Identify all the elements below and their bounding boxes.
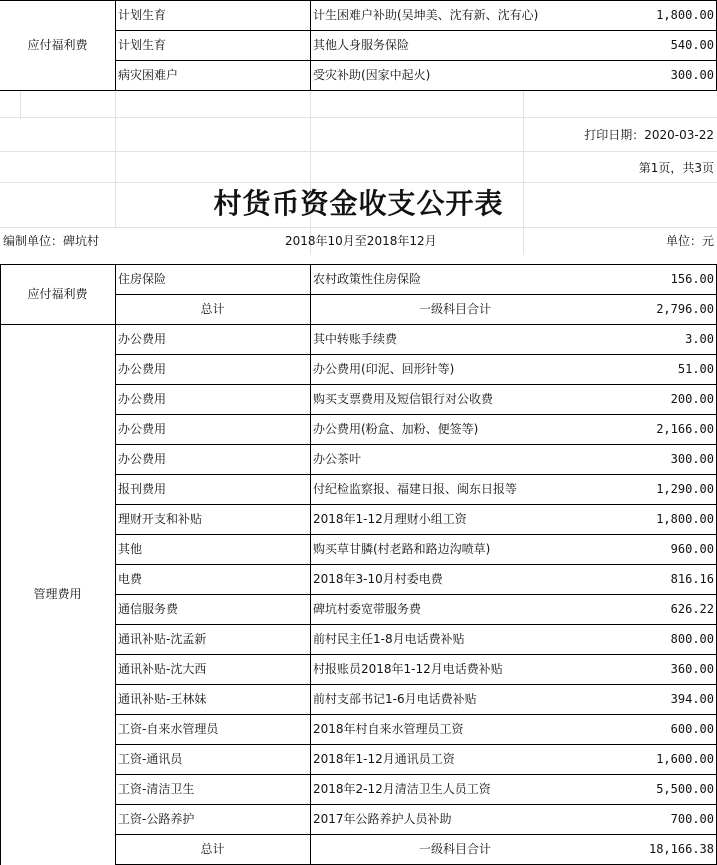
subject-cell: 其他 — [118, 542, 143, 556]
detail-cell: 碑坑村委宽带服务费 — [313, 602, 422, 616]
total-amount: 2,796.00 — [656, 302, 714, 316]
detail-cell: 购买支票费用及短信银行对公收费 — [313, 392, 494, 406]
amount-cell: 3.00 — [685, 332, 714, 346]
total-amount: 18,166.38 — [648, 842, 714, 856]
detail-cell: 受灾补助(因家中起火) — [313, 68, 431, 82]
group-label-welfare-top: 应付福利费 — [27, 38, 88, 52]
amount-cell: 2,166.00 — [656, 422, 714, 436]
detail-cell: 2018年村自来水管理员工资 — [313, 722, 464, 736]
amount-cell: 300.00 — [670, 452, 714, 466]
detail-cell: 村报账员2018年1-12月电话费补贴 — [313, 662, 503, 676]
detail-cell: 2018年1-12月通讯员工资 — [313, 752, 455, 766]
subject-cell: 计划生育 — [118, 8, 167, 22]
subject-cell: 电费 — [118, 572, 143, 586]
detail-cell: 购买草甘膦(村老路和路边沟喷草) — [313, 542, 491, 556]
subject-cell: 工资-通讯员 — [118, 752, 183, 766]
amount-cell: 1,290.00 — [656, 482, 714, 496]
detail-cell: 2017年公路养护人员补助 — [313, 812, 452, 826]
detail-cell: 办公费用(印泥、回形针等) — [313, 362, 455, 376]
detail-cell: 其中转账手续费 — [313, 332, 398, 346]
detail-cell: 办公茶叶 — [313, 452, 362, 466]
detail-cell: 计生困难户补助(吴坤美、沈有新、沈有心) — [313, 8, 539, 22]
amount-cell: 360.00 — [670, 662, 714, 676]
amount-cell: 1,800.00 — [656, 512, 714, 526]
amount-cell: 1,800.00 — [656, 8, 714, 22]
subject-cell: 办公费用 — [118, 452, 167, 466]
amount-cell: 394.00 — [670, 692, 714, 706]
amount-cell: 800.00 — [670, 632, 714, 646]
amount-cell: 540.00 — [670, 38, 714, 52]
amount-cell: 200.00 — [670, 392, 714, 406]
compiling-unit: 编制单位：碑坑村 — [3, 234, 100, 248]
amount-cell: 700.00 — [670, 812, 714, 826]
subject-cell: 办公费用 — [118, 332, 167, 346]
detail-cell: 2018年1-12月理财小组工资 — [313, 512, 467, 526]
detail-cell: 其他人身服务保险 — [313, 38, 410, 52]
amount-cell: 5,500.00 — [656, 782, 714, 796]
total-detail: 一级科目合计 — [418, 842, 491, 856]
page-title: 村货币资金收支公开表 — [213, 187, 504, 220]
page-info: 第1页，共3页 — [638, 161, 714, 175]
amount-cell: 626.22 — [670, 602, 714, 616]
detail-cell: 前村民主任1-8月电话费补贴 — [313, 632, 465, 646]
gridline — [20, 91, 21, 119]
subject-cell: 住房保险 — [118, 272, 167, 286]
detail-cell: 2018年3-10月村委电费 — [313, 572, 443, 586]
subject-cell: 办公费用 — [118, 422, 167, 436]
amount-cell: 600.00 — [670, 722, 714, 736]
subject-cell: 通讯补贴-王林妹 — [118, 692, 207, 706]
amount-cell: 300.00 — [670, 68, 714, 82]
amount-cell: 156.00 — [670, 272, 714, 286]
amount-cell: 816.16 — [670, 572, 714, 586]
detail-cell: 前村支部书记1-6月电话费补贴 — [313, 692, 477, 706]
subject-cell: 通讯补贴-沈大西 — [118, 662, 207, 676]
gridline — [523, 227, 524, 255]
subject-cell: 通信服务费 — [118, 602, 179, 616]
subject-cell: 工资-公路养护 — [118, 812, 195, 826]
total-detail: 一级科目合计 — [418, 302, 491, 316]
total-label: 总计 — [200, 302, 225, 316]
total-label: 总计 — [200, 842, 225, 856]
reporting-period: 2018年10月至2018年12月 — [285, 234, 437, 248]
amount-cell: 51.00 — [677, 362, 714, 376]
gridline — [0, 151, 717, 152]
subject-cell: 办公费用 — [118, 392, 167, 406]
subject-cell: 计划生育 — [118, 38, 167, 52]
subject-cell: 通讯补贴-沈孟新 — [118, 632, 207, 646]
currency-unit: 单位：元 — [665, 234, 714, 248]
subject-cell: 工资-自来水管理员 — [118, 722, 219, 736]
amount-cell: 960.00 — [670, 542, 714, 556]
gridline — [0, 227, 717, 228]
subject-cell: 工资-清洁卫生 — [118, 782, 195, 796]
detail-cell: 付纪检监察报、福建日报、闽东日报等 — [313, 482, 518, 496]
group-label-welfare: 应付福利费 — [27, 287, 88, 301]
subject-cell: 报刊费用 — [118, 482, 167, 496]
print-date: 打印日期：2020-03-22 — [584, 128, 714, 142]
subject-cell: 办公费用 — [118, 362, 167, 376]
gridline — [0, 117, 717, 118]
detail-cell: 2018年2-12月清洁卫生人员工资 — [313, 782, 491, 796]
detail-cell: 办公费用(粉盒、加粉、便签等) — [313, 422, 479, 436]
subject-cell: 病灾困难户 — [118, 68, 179, 82]
amount-cell: 1,600.00 — [656, 752, 714, 766]
subject-cell: 理财开支和补贴 — [118, 512, 203, 526]
detail-cell: 农村政策性住房保险 — [313, 272, 422, 286]
group-label-management: 管理费用 — [33, 587, 82, 601]
